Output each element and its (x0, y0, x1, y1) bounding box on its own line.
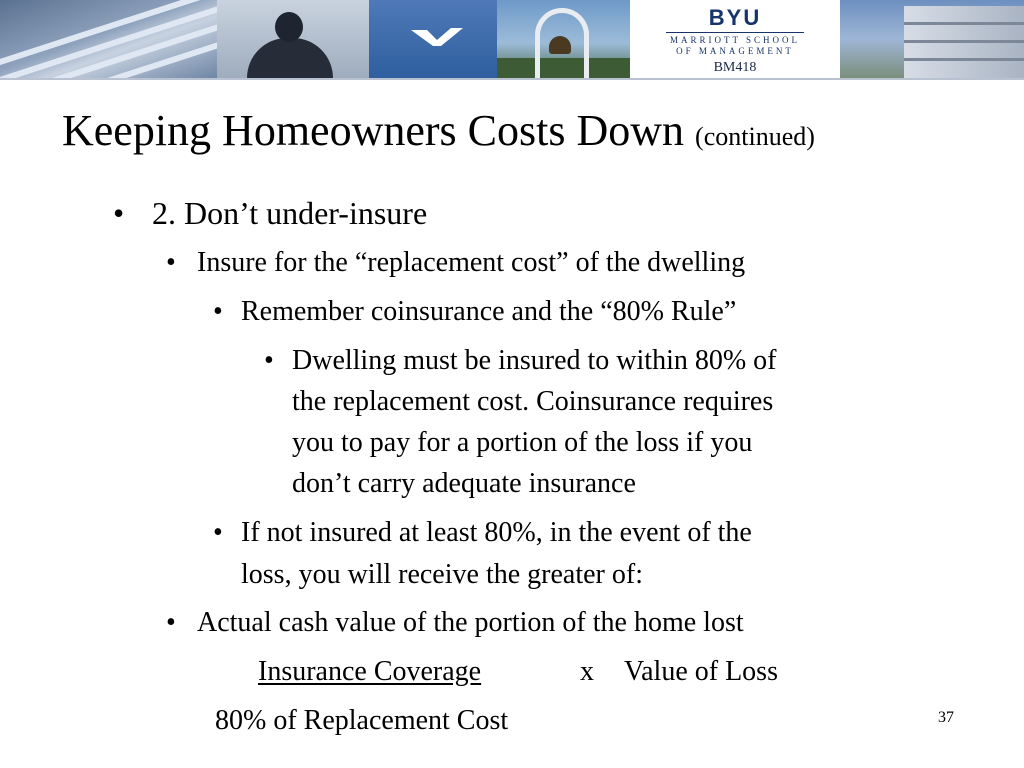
page-number: 37 (938, 709, 954, 726)
slide-title (62, 104, 815, 164)
formula-operator: x (580, 656, 594, 687)
bullet-marker: • (213, 517, 223, 548)
banner-photo-statue (217, 0, 369, 78)
bullet-replacement-cost: Insure for the “replacement cost” of the dwelling (197, 247, 746, 278)
banner-photo-campus (840, 0, 1024, 78)
formula-denominator: 80% of Replacement Cost (215, 705, 509, 736)
bullet-marker: • (166, 607, 176, 638)
header-banner (0, 0, 1024, 80)
bullet-coinsurance-rule: Remember coinsurance and the “80% Rule” (241, 296, 737, 327)
bullet-dwelling-line-3: you to pay for a portion of the loss if you (292, 427, 753, 458)
title-suffix: (continued) (695, 122, 815, 151)
banner-photo-bell (497, 0, 630, 78)
formula-numerator: Insurance Coverage (258, 656, 482, 687)
logo-school-line2: OF MANAGEMENT (676, 46, 794, 56)
bullet-not-insured-line-2: loss, you will receive the greater of: (241, 559, 643, 590)
bullet-marker: • (264, 345, 274, 376)
bullet-not-insured-line-1: If not insured at least 80%, in the event of the (241, 517, 752, 548)
bullet-dwelling-line-1: Dwelling must be insured to within 80% of (292, 345, 777, 376)
bullet-dont-under-insure: 2. Don’t under-insure (152, 195, 428, 231)
formula-multiplier: Value of Loss (624, 656, 778, 687)
logo-brand: BYU (708, 5, 762, 30)
logo-school-line1: MARRIOTT SCHOOL (669, 35, 801, 45)
bullet-marker: • (113, 195, 125, 231)
title-main: Keeping Homeowners Costs Down (62, 106, 685, 155)
bullet-dwelling-line-2: the replacement cost. Coinsurance requires (292, 386, 774, 417)
bullet-dwelling-line-4: don’t carry adequate insurance (292, 468, 636, 499)
course-code: BM418 (713, 60, 757, 75)
bullet-actual-cash-value: Actual cash value of the portion of the home lost (197, 607, 744, 638)
bullet-marker: • (213, 296, 223, 327)
byu-logo-panel (630, 0, 840, 78)
byu-marriott-logo (646, 6, 824, 77)
banner-photo-y-mountain (369, 0, 497, 78)
banner-photo-building (0, 0, 217, 78)
bullet-marker: • (166, 247, 176, 278)
